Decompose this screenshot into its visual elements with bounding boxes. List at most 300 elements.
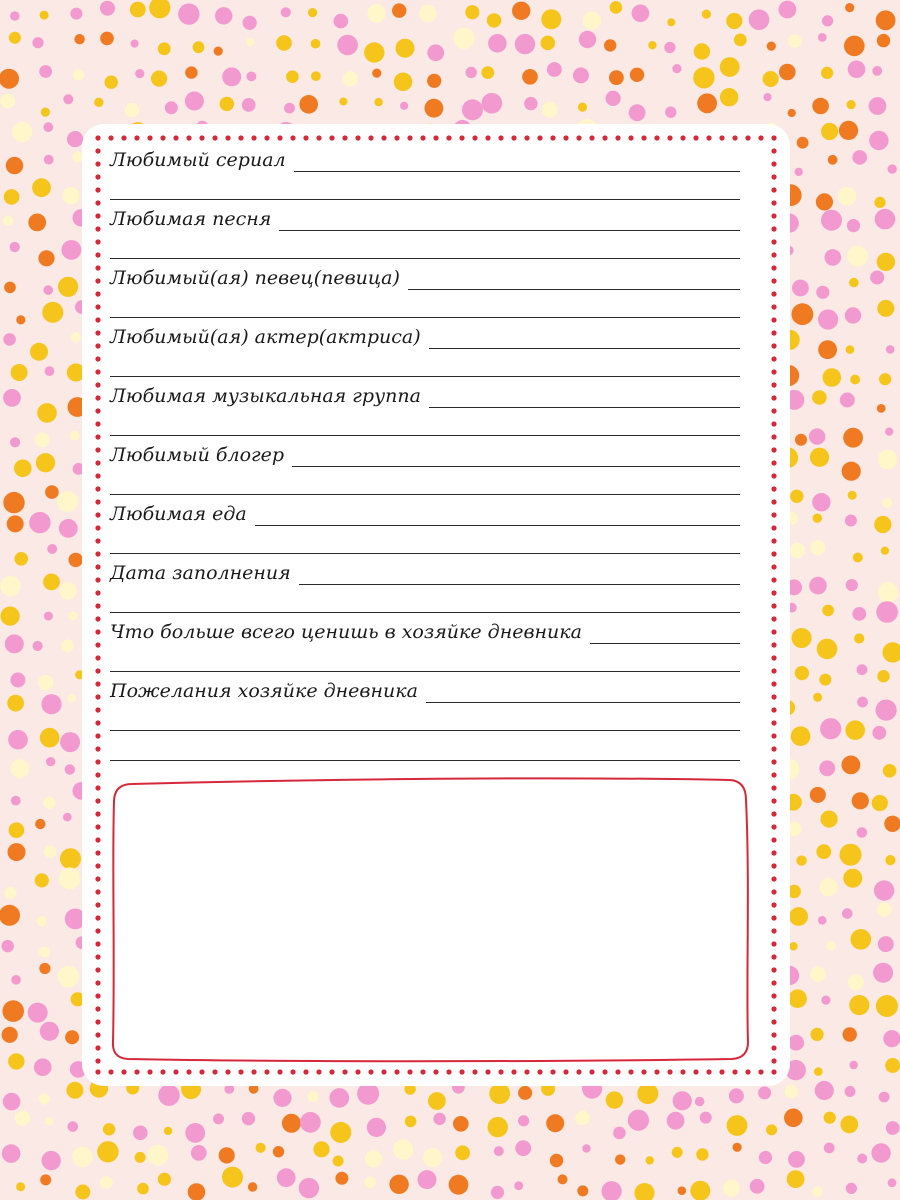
polka-dot <box>392 3 406 17</box>
frame-dot <box>771 356 776 361</box>
polka-dot <box>857 1154 867 1164</box>
polka-dot <box>133 1126 148 1141</box>
polka-dot <box>796 855 806 865</box>
polka-dot <box>281 7 291 17</box>
polka-dot <box>365 1150 382 1167</box>
polka-dot <box>843 869 862 888</box>
polka-dot <box>839 121 858 140</box>
frame-dot <box>264 1069 269 1074</box>
frame-dot <box>95 941 100 946</box>
frame-dot <box>95 473 100 478</box>
polka-dot <box>664 42 675 53</box>
answer-line[interactable] <box>426 701 740 703</box>
polka-dot <box>313 1141 329 1157</box>
frame-dot <box>771 655 776 660</box>
polka-dot <box>69 553 83 567</box>
polka-dot <box>343 71 358 86</box>
polka-dot <box>0 576 21 597</box>
frame-dot <box>771 785 776 790</box>
polka-dot <box>103 1123 115 1135</box>
answer-line[interactable] <box>110 671 740 672</box>
answer-line[interactable] <box>110 553 740 554</box>
polka-dot <box>3 492 24 513</box>
frame-dot <box>212 135 217 140</box>
answer-line[interactable] <box>110 199 740 200</box>
polka-dot <box>2 940 14 952</box>
polka-dot <box>284 103 295 114</box>
polka-dot <box>453 27 475 49</box>
polka-dot <box>697 93 717 113</box>
polka-dot <box>135 69 144 78</box>
polka-dot <box>62 187 79 204</box>
polka-dot <box>158 1173 171 1186</box>
frame-dot <box>95 616 100 621</box>
field-label: Дата заполнения <box>110 562 291 584</box>
polka-dot <box>815 1081 834 1100</box>
polka-dot <box>542 102 558 118</box>
polka-dot <box>367 4 386 23</box>
frame-dot <box>95 239 100 244</box>
polka-dot <box>878 582 899 603</box>
polka-dot <box>185 1123 205 1143</box>
polka-dot <box>824 1143 835 1154</box>
frame-dot <box>303 135 308 140</box>
frame-dot <box>186 135 191 140</box>
frame-dot <box>95 876 100 881</box>
frame-dot <box>602 1069 607 1074</box>
frame-dot <box>95 382 100 387</box>
frame-dot <box>771 499 776 504</box>
polka-dot <box>824 1112 836 1124</box>
polka-dot <box>66 1082 83 1099</box>
answer-line[interactable] <box>294 170 740 172</box>
frame-dot <box>680 1069 685 1074</box>
answer-line[interactable] <box>590 642 740 644</box>
polka-dot <box>364 1177 376 1189</box>
frame-dot <box>771 564 776 569</box>
frame-dot <box>706 135 711 140</box>
polka-dot <box>579 31 596 48</box>
polka-dot <box>67 694 76 703</box>
frame-dot <box>329 1069 334 1074</box>
polka-dot <box>3 215 13 225</box>
polka-dot <box>418 1170 437 1189</box>
frame-dot <box>771 629 776 634</box>
frame-dot <box>771 616 776 621</box>
field-favorite-song <box>110 208 740 231</box>
polka-dot <box>2 1027 18 1043</box>
frame-dot <box>563 135 568 140</box>
polka-dot <box>635 1183 655 1200</box>
frame-dot <box>771 577 776 582</box>
polka-dot <box>883 764 897 778</box>
frame-dot <box>277 1069 282 1074</box>
polka-dot <box>282 1114 301 1133</box>
polka-dot <box>394 73 413 92</box>
frame-dot <box>771 161 776 166</box>
frame-dot <box>420 1069 425 1074</box>
polka-dot <box>763 71 779 87</box>
polka-dot <box>193 41 205 53</box>
polka-dot <box>547 62 562 77</box>
polka-dot <box>727 1115 748 1136</box>
frame-dot <box>745 1069 750 1074</box>
polka-dot <box>2 1144 21 1163</box>
polka-dot <box>35 819 45 829</box>
frame-dot <box>771 265 776 270</box>
polka-dot <box>73 69 84 80</box>
polka-dot <box>818 33 827 42</box>
frame-dot <box>95 1045 100 1050</box>
polka-dot <box>449 1175 469 1195</box>
frame-dot <box>95 1058 100 1063</box>
polka-dot <box>299 1178 319 1198</box>
polka-dot <box>466 67 477 78</box>
polka-dot <box>364 42 384 62</box>
frame-dot <box>95 317 100 322</box>
answer-line[interactable] <box>110 317 740 318</box>
frame-dot <box>550 1069 555 1074</box>
polka-dot <box>767 42 776 51</box>
polka-dot <box>339 98 347 106</box>
frame-dot <box>771 369 776 374</box>
polka-dot <box>44 155 54 165</box>
frame-dot <box>290 135 295 140</box>
polka-dot <box>396 39 415 58</box>
polka-dot <box>40 728 60 748</box>
frame-dot <box>771 889 776 894</box>
frame-dot <box>459 1069 464 1074</box>
frame-dot <box>745 135 750 140</box>
polka-dot <box>788 109 796 117</box>
frame-dot <box>95 512 100 517</box>
polka-dot <box>872 66 882 76</box>
frame-dot <box>771 226 776 231</box>
polka-dot <box>482 93 503 114</box>
polka-dot <box>42 1151 61 1170</box>
frame-dot <box>485 135 490 140</box>
polka-dot <box>696 1148 708 1160</box>
polka-dot <box>702 10 711 19</box>
field-label: Любимый блогер <box>110 444 285 466</box>
answer-line[interactable] <box>408 288 740 290</box>
polka-dot <box>242 98 256 112</box>
field-favorite-series <box>110 149 740 172</box>
frame-dot <box>95 681 100 686</box>
field-label: Любимая еда <box>110 503 247 525</box>
polka-dot <box>491 1186 504 1199</box>
frame-dot <box>771 876 776 881</box>
frame-dot <box>121 1069 126 1074</box>
polka-dot <box>812 390 827 405</box>
answer-line[interactable] <box>429 406 740 408</box>
polka-dot <box>850 375 860 385</box>
polka-dot <box>147 1145 168 1166</box>
field-label: Любимый(ая) певец(певица) <box>110 267 400 289</box>
polka-dot <box>427 44 444 61</box>
polka-dot <box>43 122 53 132</box>
polka-dot <box>44 845 57 858</box>
answer-line[interactable] <box>110 376 740 377</box>
frame-dot <box>680 135 685 140</box>
frame-dot <box>95 1069 100 1074</box>
frame-dot <box>771 941 776 946</box>
frame-dot <box>771 798 776 803</box>
polka-dot <box>400 102 408 110</box>
frame-dot <box>95 187 100 192</box>
frame-dot <box>771 304 776 309</box>
frame-dot <box>108 1069 113 1074</box>
polka-dot <box>70 431 80 441</box>
frame-dot <box>771 382 776 387</box>
polka-dot <box>524 97 537 110</box>
polka-dot <box>45 1117 53 1125</box>
polka-dot <box>823 368 842 387</box>
polka-dot <box>131 40 139 48</box>
frame-dot <box>771 603 776 608</box>
frame-dot <box>472 1069 477 1074</box>
polka-dot <box>790 490 803 503</box>
answer-line[interactable] <box>429 347 740 349</box>
answer-line[interactable] <box>110 258 740 259</box>
polka-dot <box>883 1030 900 1047</box>
polka-dot <box>665 107 676 118</box>
frame-dot <box>693 135 698 140</box>
answer-line[interactable] <box>110 612 740 613</box>
polka-dot <box>72 1147 93 1168</box>
frame-dot <box>771 733 776 738</box>
polka-dot <box>393 1139 413 1159</box>
polka-dot <box>137 1183 149 1195</box>
polka-dot <box>30 343 48 361</box>
polka-dot <box>872 726 886 740</box>
frame-dot <box>771 200 776 205</box>
frame-dot <box>95 538 100 543</box>
frame-dot <box>160 1069 165 1074</box>
polka-dot <box>877 404 886 413</box>
frame-dot <box>771 421 776 426</box>
frame-dot <box>446 135 451 140</box>
polka-dot <box>39 947 50 958</box>
polka-dot <box>515 34 535 54</box>
polka-dot <box>789 942 797 950</box>
answer-line[interactable] <box>110 760 740 761</box>
frame-dot <box>342 135 347 140</box>
frame-dot <box>368 135 373 140</box>
polka-dot <box>821 210 842 231</box>
polka-dot <box>514 1181 523 1190</box>
frame-dot <box>238 135 243 140</box>
frame-dot <box>95 278 100 283</box>
polka-dot <box>3 389 21 407</box>
polka-dot <box>428 1092 446 1110</box>
polka-dot <box>367 1118 386 1137</box>
polka-dot <box>277 1168 296 1187</box>
answer-line[interactable] <box>255 524 740 526</box>
polka-dot <box>311 71 321 81</box>
frame-dot <box>771 512 776 517</box>
frame-dot <box>95 694 100 699</box>
polka-dot <box>333 1156 344 1167</box>
polka-dot <box>135 1152 146 1163</box>
polka-dot <box>851 929 872 950</box>
polka-dot <box>842 756 861 775</box>
polka-dot <box>816 193 833 210</box>
frame-dot <box>771 642 776 647</box>
frame-dot <box>95 655 100 660</box>
polka-dot <box>734 34 747 47</box>
frame-dot <box>147 1069 152 1074</box>
polka-dot <box>690 1181 710 1200</box>
frame-dot <box>95 135 100 140</box>
frame-dot <box>277 135 282 140</box>
polka-dot <box>852 607 866 621</box>
polka-dot <box>558 1174 568 1184</box>
polka-dot <box>726 13 742 29</box>
polka-dot <box>874 516 891 533</box>
polka-dot <box>32 37 43 48</box>
polka-dot <box>583 12 601 30</box>
polka-dot <box>63 94 73 104</box>
polka-dot <box>788 34 802 48</box>
frame-dot <box>771 980 776 985</box>
frame-dot <box>95 200 100 205</box>
frame-dot <box>771 239 776 244</box>
polka-dot <box>256 1143 266 1153</box>
frame-dot <box>433 135 438 140</box>
answer-line[interactable] <box>279 229 740 231</box>
polka-dot <box>8 843 26 861</box>
frame-dot <box>615 135 620 140</box>
frame-dot <box>95 785 100 790</box>
polka-dot <box>247 72 257 82</box>
polka-dot <box>488 1117 508 1137</box>
polka-dot <box>818 340 837 359</box>
frame-dot <box>771 811 776 816</box>
field-favorite-band <box>110 385 740 408</box>
polka-dot <box>822 15 833 26</box>
polka-dot <box>785 1085 798 1098</box>
polka-dot <box>646 1156 654 1164</box>
polka-dot <box>602 1181 622 1200</box>
frame-dot <box>537 1069 542 1074</box>
polka-dot <box>797 137 809 149</box>
polka-dot <box>4 282 16 294</box>
polka-dot <box>10 673 25 688</box>
polka-dot <box>487 13 501 27</box>
polka-dot <box>6 157 23 174</box>
frame-dot <box>719 1069 724 1074</box>
polka-dot <box>65 764 75 774</box>
frame-dot <box>576 1069 581 1074</box>
polka-dot <box>16 315 25 324</box>
polka-dot <box>36 453 55 472</box>
frame-dot <box>771 915 776 920</box>
polka-dot <box>518 1115 529 1126</box>
polka-dot <box>604 39 616 51</box>
frame-dot <box>95 928 100 933</box>
frame-dot <box>95 993 100 998</box>
frame-dot <box>771 954 776 959</box>
frame-dot <box>394 1069 399 1074</box>
frame-dot <box>95 447 100 452</box>
polka-dot <box>629 104 646 121</box>
frame-dot <box>173 1069 178 1074</box>
frame-dot <box>121 135 126 140</box>
frame-dot <box>212 1069 217 1074</box>
frame-dot <box>771 993 776 998</box>
polka-dot <box>693 67 714 88</box>
frame-dot <box>394 135 399 140</box>
frame-dot <box>95 603 100 608</box>
polka-dot <box>825 249 842 266</box>
polka-dot <box>94 98 103 107</box>
frame-dot <box>342 1069 347 1074</box>
polka-dot <box>758 1086 771 1099</box>
polka-dot <box>878 936 894 952</box>
frame-dot <box>95 629 100 634</box>
polka-dot <box>848 61 866 79</box>
polka-dot <box>242 1112 255 1125</box>
polka-dot <box>3 333 16 346</box>
polka-dot <box>219 1147 235 1163</box>
frame-dot <box>771 187 776 192</box>
polka-dot <box>821 67 833 79</box>
polka-dot <box>852 150 867 165</box>
frame-dot <box>173 135 178 140</box>
polka-dot <box>39 65 52 78</box>
answer-line[interactable] <box>110 494 740 495</box>
polka-dot <box>877 253 895 271</box>
polka-dot <box>845 720 865 740</box>
frame-dot <box>771 1032 776 1037</box>
polka-dot <box>857 697 868 708</box>
answer-line[interactable] <box>299 583 740 585</box>
polka-dot <box>821 123 838 140</box>
polka-dot <box>10 11 20 21</box>
frame-dot <box>199 135 204 140</box>
answer-line[interactable] <box>110 730 740 731</box>
polka-dot <box>840 393 855 408</box>
frame-dot <box>95 798 100 803</box>
frame-dot <box>199 1069 204 1074</box>
frame-dot <box>95 226 100 231</box>
polka-dot <box>875 209 896 230</box>
answer-line[interactable] <box>292 465 740 467</box>
polka-dot <box>488 34 507 53</box>
polka-dot <box>433 1113 445 1125</box>
polka-dot <box>846 345 855 354</box>
polka-dot <box>71 332 81 342</box>
frame-dot <box>95 369 100 374</box>
frame-dot <box>693 1069 698 1074</box>
polka-dot <box>842 908 853 919</box>
polka-dot <box>812 493 830 511</box>
frame-dot <box>589 1069 594 1074</box>
frame-dot <box>95 434 100 439</box>
polka-dot <box>60 732 80 752</box>
polka-dot <box>337 35 358 56</box>
answer-line[interactable] <box>110 435 740 436</box>
polka-dot <box>630 68 644 82</box>
polka-dot <box>838 187 857 206</box>
polka-dot <box>881 547 889 555</box>
frame-dot <box>771 1019 776 1024</box>
polka-dot <box>809 428 825 444</box>
frame-dot <box>95 746 100 751</box>
frame-dot <box>134 1069 139 1074</box>
polka-dot <box>872 795 888 811</box>
